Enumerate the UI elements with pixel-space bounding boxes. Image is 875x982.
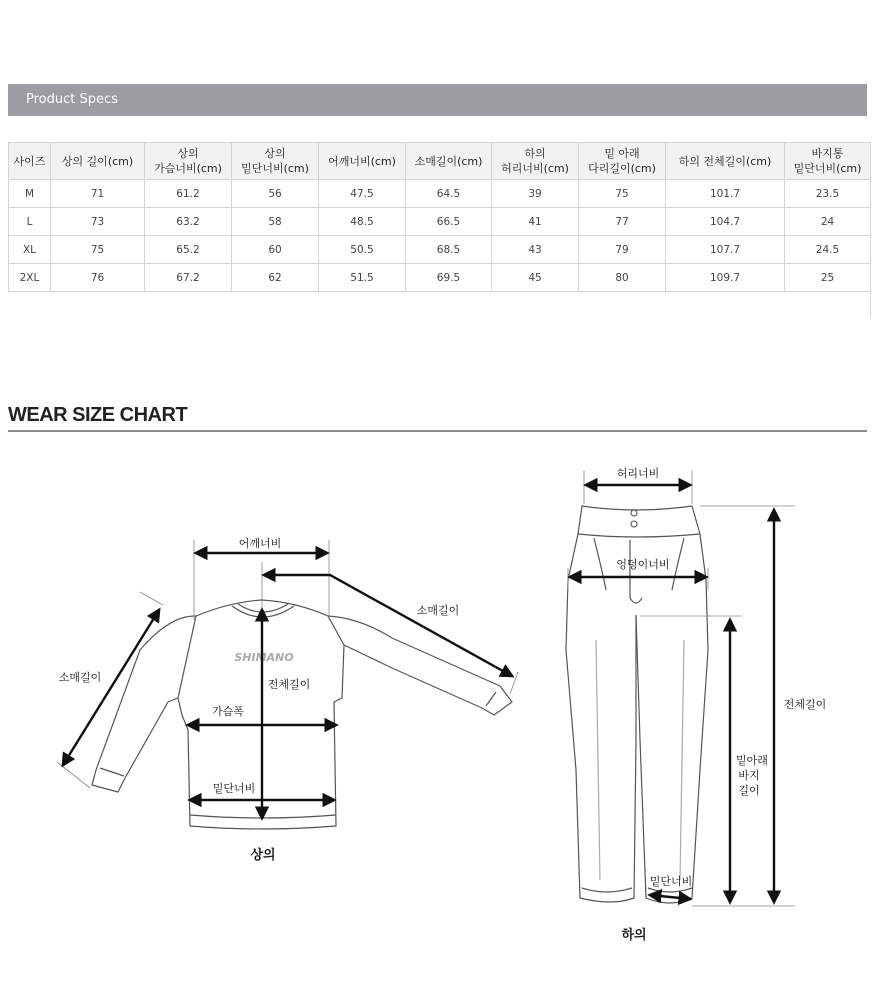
bottom-hem-width-arrow [650, 895, 690, 899]
table-row [9, 264, 871, 292]
column-header-line: 상의 길이(cm) [61, 154, 134, 168]
table-cell: 50.5 [319, 236, 406, 264]
label-shoulder-width: 어깨너비 [238, 537, 282, 550]
label-inseam-line-2: 바지 [738, 769, 760, 782]
table-cell: 104.7 [666, 208, 785, 236]
table-spacer-cell [232, 292, 319, 319]
table-spacer-cell [319, 292, 406, 319]
table-cell: 71 [51, 180, 145, 208]
column-header-line: 밑단너비(cm) [793, 162, 862, 175]
sleeve-length-arrow-left [63, 610, 159, 765]
table-cell: 39 [492, 180, 579, 208]
table-cell: 77 [579, 208, 666, 236]
label-sleeve-length-left: 소매길이 [58, 671, 102, 684]
table-cell: 75 [579, 180, 666, 208]
label-inseam-line-1: 밑아래 [736, 754, 768, 767]
table-header-row [9, 143, 871, 180]
table-spacer-cell [406, 292, 492, 319]
table-cell: 51.5 [319, 264, 406, 292]
table-cell: 107.7 [666, 236, 785, 264]
table-cell: 67.2 [145, 264, 232, 292]
column-header [785, 143, 871, 180]
label-hip-width: 엉덩이너비 [616, 558, 670, 571]
table-cell: 24.5 [785, 236, 871, 264]
column-header-line: 가슴너비(cm) [154, 162, 222, 175]
label-top-hem-width: 밑단너비 [212, 782, 256, 795]
table-cell: XL [9, 236, 51, 264]
column-header [51, 143, 145, 180]
table-spacer-cell [579, 292, 666, 319]
column-header-line: 상의 [177, 147, 199, 160]
table-cell: L [9, 208, 51, 236]
table-cell: 64.5 [406, 180, 492, 208]
table-cell: 69.5 [406, 264, 492, 292]
table-cell: 62 [232, 264, 319, 292]
table-cell: 68.5 [406, 236, 492, 264]
column-header [406, 143, 492, 180]
table-spacer-cell [492, 292, 579, 319]
table-cell: 45 [492, 264, 579, 292]
column-header-line: 밑단너비(cm) [241, 162, 309, 175]
bottom-caption: 하의 [621, 928, 647, 943]
table-cell: 73 [51, 208, 145, 236]
table-cell: 61.2 [145, 180, 232, 208]
table-cell: 43 [492, 236, 579, 264]
product-specs-title: Product Specs [26, 92, 118, 107]
table-spacer-row [9, 292, 871, 319]
label-waist-width: 허리너비 [616, 467, 660, 480]
column-header [666, 143, 785, 180]
column-header-line: 바지통 [811, 147, 844, 160]
table-spacer-cell [666, 292, 785, 319]
table-row [9, 236, 871, 264]
table-cell: 66.5 [406, 208, 492, 236]
label-bottom-hem-width: 밑단너비 [649, 875, 693, 888]
product-specs-header [8, 84, 867, 116]
column-header-line: 하의 [524, 147, 546, 160]
column-header-line: 상의 [264, 147, 286, 160]
column-header-line: 하의 전체길이(cm) [678, 154, 772, 168]
table-cell: 2XL [9, 264, 51, 292]
column-header-line: 다리길이(cm) [588, 162, 656, 175]
table-spacer-cell [9, 292, 51, 319]
pants-buttons [631, 510, 637, 527]
label-inseam-line-3: 길이 [738, 784, 760, 797]
label-chest-width: 가슴폭 [212, 705, 244, 718]
column-header [579, 143, 666, 180]
column-header [319, 143, 406, 180]
column-header [492, 143, 579, 180]
table-cell: 75 [51, 236, 145, 264]
wear-size-chart-title: WEAR SIZE CHART [8, 404, 188, 426]
column-header-line: 사이즈 [13, 154, 46, 168]
column-header [232, 143, 319, 180]
table-cell: 24 [785, 208, 871, 236]
column-header-line: 허리너비(cm) [501, 162, 569, 175]
label-top-total-length: 전체길이 [267, 678, 311, 691]
shimano-logo: SHIMANO [234, 651, 294, 664]
table-spacer-cell [785, 292, 871, 319]
table-cell: 41 [492, 208, 579, 236]
table-cell: 101.7 [666, 180, 785, 208]
table-cell: 47.5 [319, 180, 406, 208]
table-cell: 25 [785, 264, 871, 292]
column-header-line: 소매길이(cm) [414, 154, 483, 168]
table-cell: 79 [579, 236, 666, 264]
table-cell: 76 [51, 264, 145, 292]
table-cell: 60 [232, 236, 319, 264]
table-cell: 23.5 [785, 180, 871, 208]
table-row [9, 208, 871, 236]
column-header [9, 143, 51, 180]
top-garment-illustration [92, 600, 512, 829]
table-cell: 58 [232, 208, 319, 236]
table-cell: 109.7 [666, 264, 785, 292]
table-cell: 65.2 [145, 236, 232, 264]
table-cell: 63.2 [145, 208, 232, 236]
top-caption: 상의 [250, 848, 276, 863]
label-sleeve-length-right: 소매길이 [416, 604, 460, 617]
column-header-line: 밑 아래 [604, 147, 640, 160]
table-cell: 56 [232, 180, 319, 208]
table-spacer-cell [145, 292, 232, 319]
column-header [145, 143, 232, 180]
wear-size-diagram [0, 440, 875, 982]
table-spacer-cell [51, 292, 145, 319]
label-bottom-total-length: 전체길이 [783, 698, 827, 711]
table-row [9, 180, 871, 208]
section-divider [8, 430, 867, 432]
table-cell: M [9, 180, 51, 208]
size-spec-table [8, 142, 871, 318]
table-cell: 48.5 [319, 208, 406, 236]
sleeve-length-arrow-right [264, 575, 512, 676]
column-header-line: 어깨너비(cm) [328, 154, 396, 168]
table-cell: 80 [579, 264, 666, 292]
